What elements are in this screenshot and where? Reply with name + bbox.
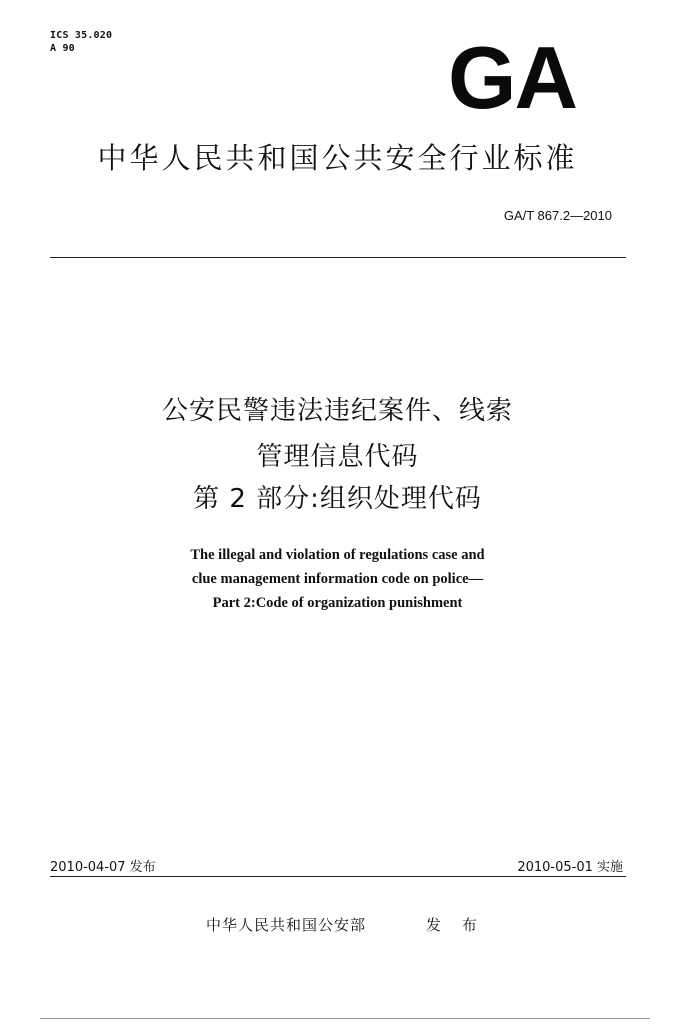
- scan-edge-line: [40, 1018, 650, 1019]
- publisher: 中华人民共和国公安部: [206, 916, 367, 934]
- standard-title: 中华人民共和国公共安全行业标准: [97, 141, 578, 175]
- title-en-line-1: The illegal and violation of regulations case and: [190, 547, 485, 563]
- ics-code: ICS 35.020: [50, 30, 113, 41]
- footer-divider: [50, 876, 626, 877]
- standard-number: GA/T 867.2—2010: [503, 208, 612, 223]
- header-divider: [50, 257, 626, 258]
- ga-logo: GA: [448, 42, 576, 114]
- issue-date: 2010-04-07 发布: [50, 860, 156, 875]
- title-cn-line-2: 管理信息代码: [256, 442, 419, 472]
- title-cn-line-1: 公安民警违法违纪案件、线索: [161, 396, 513, 426]
- ccs-code: A 90: [50, 43, 75, 54]
- title-en-line-2: clue management information code on police—: [191, 571, 484, 587]
- publish-label: 发 布: [426, 916, 485, 934]
- title-en-line-3: Part 2:Code of organization punishment: [212, 595, 463, 611]
- title-cn-line-3: 第 2 部分:组织处理代码: [193, 484, 482, 514]
- implementation-date: 2010-05-01 实施: [517, 860, 623, 875]
